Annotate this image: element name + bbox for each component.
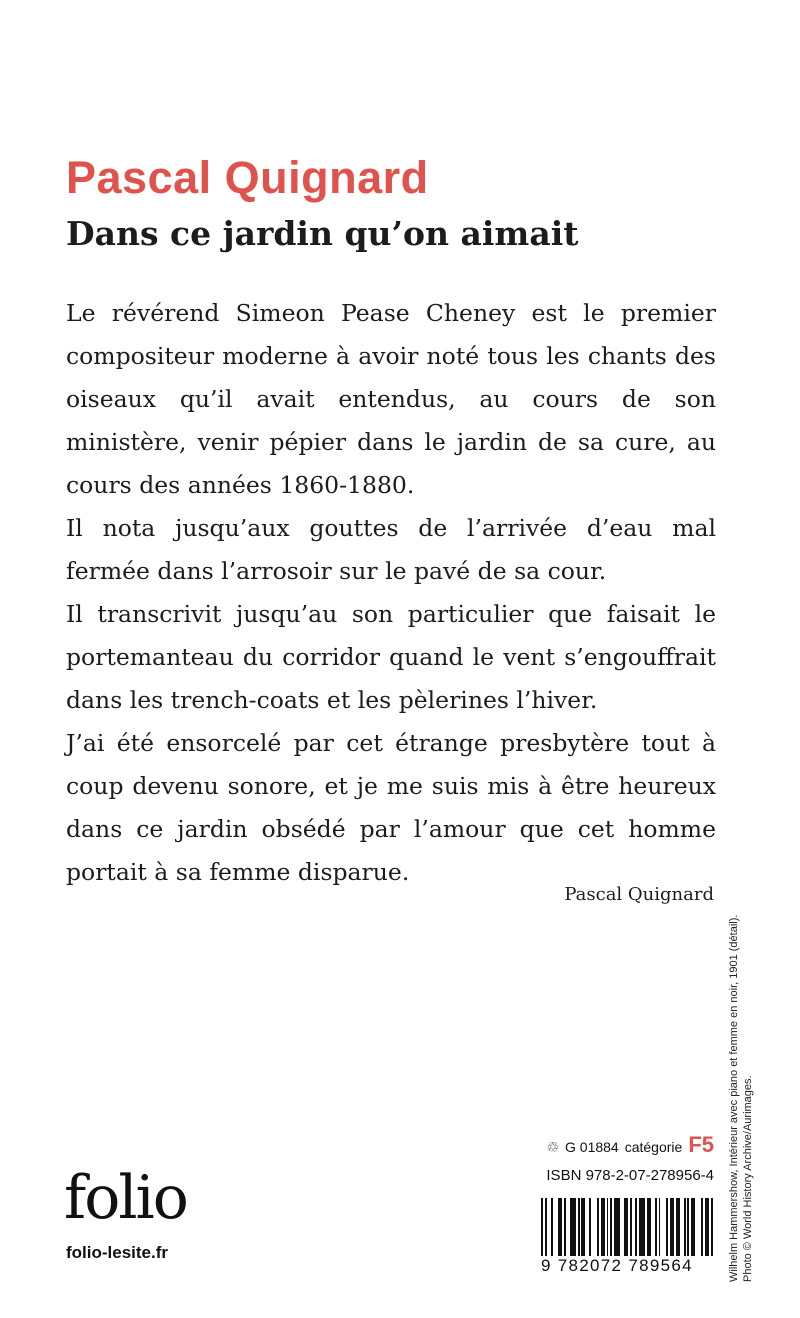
credit-line: Wilhelm Hammershow, Intérieur avec piano et femme en noir, 1901 (détail).	[728, 914, 740, 1282]
barcode-bar	[713, 1198, 715, 1256]
signature: Pascal Quignard	[564, 884, 714, 905]
category-label: catégorie	[624, 1139, 683, 1155]
blurb-paragraph: Le révérend Simeon Pease Cheney est le premier compositeur moderne à avoir noté tous les chants des oiseaux qu’il avait entendus, au cours de son ministère, venir pépier dans le jardin de sa cure, au cours des années 1860-1880.	[66, 299, 716, 499]
category-code: F5	[688, 1132, 714, 1157]
recycle-icon: ♲	[546, 1139, 559, 1155]
book-title: Dans ce jardin qu’on aimait	[66, 214, 579, 253]
image-credit	[727, 852, 755, 1282]
blurb-paragraph: Il nota jusqu’aux gouttes de l’arrivée d’eau mal fermée dans l’arrosoir sur le pavé de sa cour.	[66, 514, 716, 585]
blurb-paragraph: Il transcrivit jusqu’au son particulier que faisait le portemanteau du corridor quand le vent s’engouffrait dans les trench-coats et les pèlerines l’hiver.	[66, 600, 716, 714]
catalog-code: G 01884	[565, 1139, 619, 1155]
blurb-paragraph: J’ai été ensorcelé par cet étrange presbytère tout à coup devenu sonore, et je me suis mis à être heureux dans ce jardin obsédé par l’amour que cet homme portait à sa femme disparue.	[66, 729, 716, 886]
barcode-digits: 9 782072 789564	[541, 1256, 693, 1275]
author-name: Pascal Quignard	[66, 152, 429, 203]
folio-logo: folio	[64, 1163, 187, 1233]
barcode	[541, 1198, 715, 1256]
blurb	[66, 292, 716, 894]
isbn: ISBN 978-2-07-278956-4	[546, 1167, 714, 1184]
credit-line: Photo © World History Archive/Aurimages.	[742, 1075, 754, 1282]
publisher-website[interactable]: folio-lesite.fr	[66, 1243, 169, 1262]
catalog-code-row	[546, 1132, 714, 1158]
